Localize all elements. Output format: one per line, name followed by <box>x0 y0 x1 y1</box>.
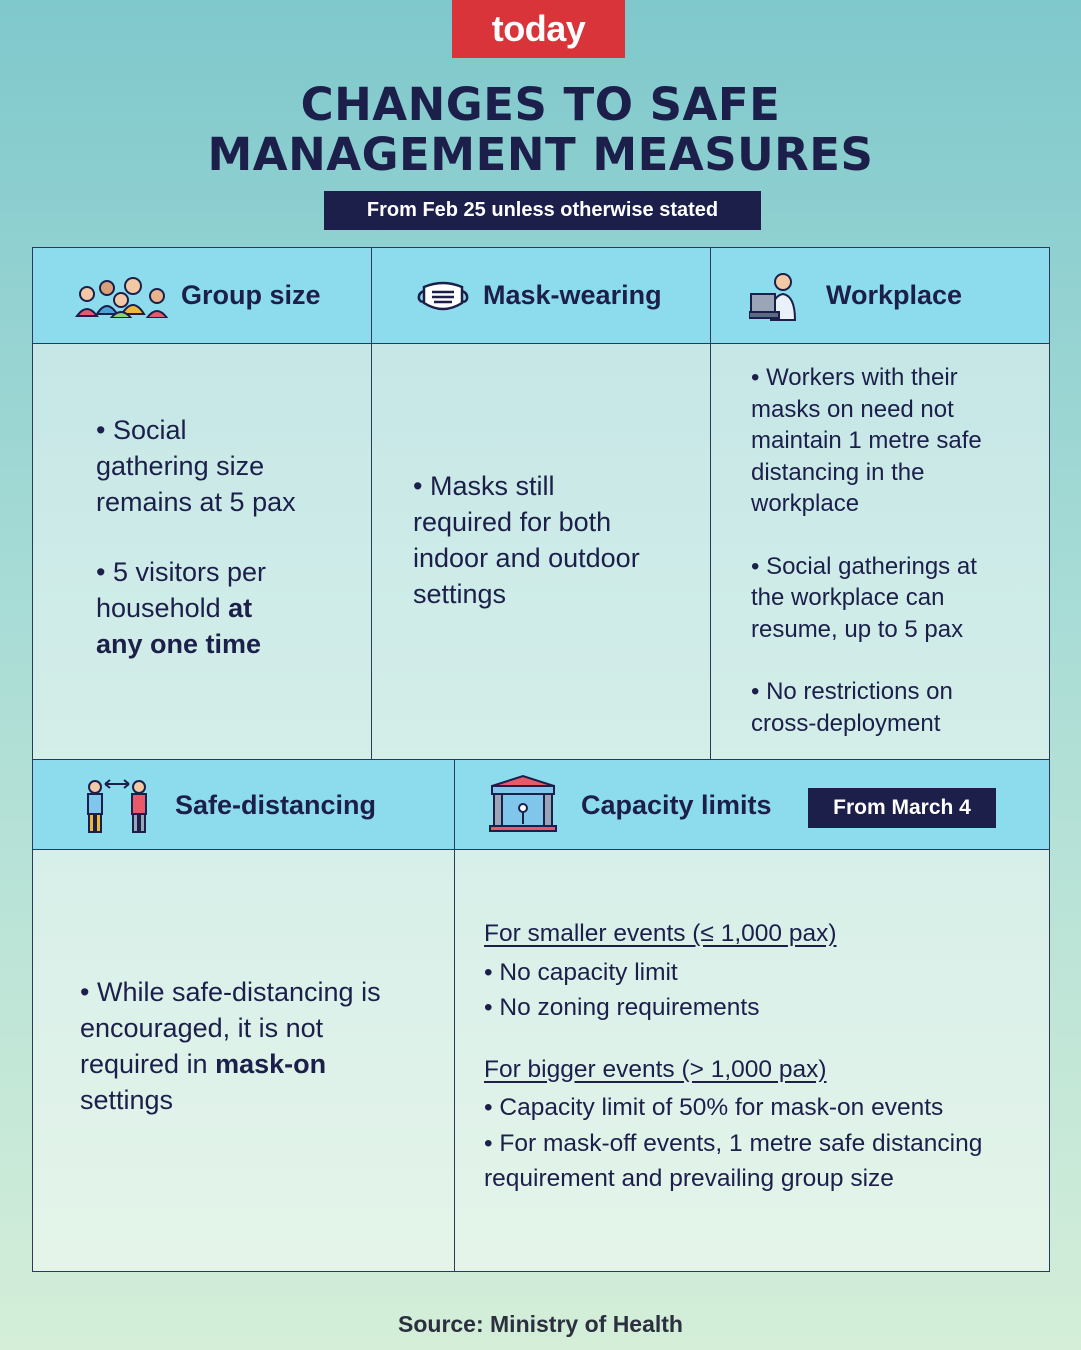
bigger-events-item-2: • For mask-off events, 1 metre safe distancing <box>484 1129 983 1157</box>
workplace-bullet-1: • Workers with their masks on need not maintain 1 metre safe distancing in the workplace <box>751 364 982 517</box>
face-mask-icon <box>416 281 470 313</box>
today-logo: today <box>452 0 625 58</box>
social-distancing-icon <box>83 778 153 834</box>
bigger-events-item-2-cont: requirement and prevailing group size <box>484 1165 894 1192</box>
bigger-events-heading: For bigger events (> 1,000 pax) <box>484 1055 827 1083</box>
bigger-events-item-1: • Capacity limit of 50% for mask-on events <box>484 1094 944 1121</box>
capacity-limits-body <box>454 849 1050 1272</box>
safe-distancing-header <box>32 759 455 850</box>
date-banner: From Feb 25 unless otherwise stated <box>324 191 761 230</box>
office-worker-icon <box>749 270 803 322</box>
source-note: Source: Ministry of Health <box>398 1311 683 1337</box>
group-size-bullet-1: • Social gathering size remains at 5 pax <box>96 415 296 517</box>
from-march-4-badge: From March 4 <box>808 788 996 828</box>
group-size-bullet-2: • 5 visitors per household at any one time <box>96 557 267 659</box>
workplace-bullet-2: • Social gatherings at the workplace can resume, up to 5 pax <box>751 552 977 643</box>
smaller-events-item-2: • No zoning requirements <box>484 994 760 1021</box>
mask-wearing-heading: Mask-wearing <box>483 280 662 310</box>
workplace-heading: Workplace <box>826 280 963 310</box>
group-size-header <box>32 247 372 344</box>
workplace-body <box>710 343 1050 760</box>
mask-wearing-bullet: • Masks still required for both indoor and outdoor settings <box>413 471 640 609</box>
title-line-2: MANAGEMENT MEASURES <box>207 128 874 181</box>
group-size-body <box>32 343 372 760</box>
title-line-1: CHANGES TO SAFE <box>300 78 781 131</box>
smaller-events-item-1: • No capacity limit <box>484 958 678 986</box>
safe-distancing-bullet: • While safe-distancing is encouraged, it is not required in mask-on settings <box>80 977 381 1115</box>
mask-wearing-header <box>371 247 711 344</box>
workplace-header <box>710 247 1050 344</box>
workplace-bullet-3: • No restrictions on cross-deployment <box>751 678 953 737</box>
page-title <box>0 80 1081 180</box>
safe-distancing-body <box>32 849 455 1272</box>
capacity-limits-heading: Capacity limits <box>581 790 772 820</box>
mask-wearing-body <box>371 343 711 760</box>
smaller-events-heading: For smaller events (≤ 1,000 pax) <box>484 920 837 947</box>
event-stage-icon <box>488 774 558 832</box>
safe-distancing-heading: Safe-distancing <box>175 790 377 820</box>
group-of-people-icon <box>75 274 171 318</box>
group-size-heading: Group size <box>181 280 321 310</box>
